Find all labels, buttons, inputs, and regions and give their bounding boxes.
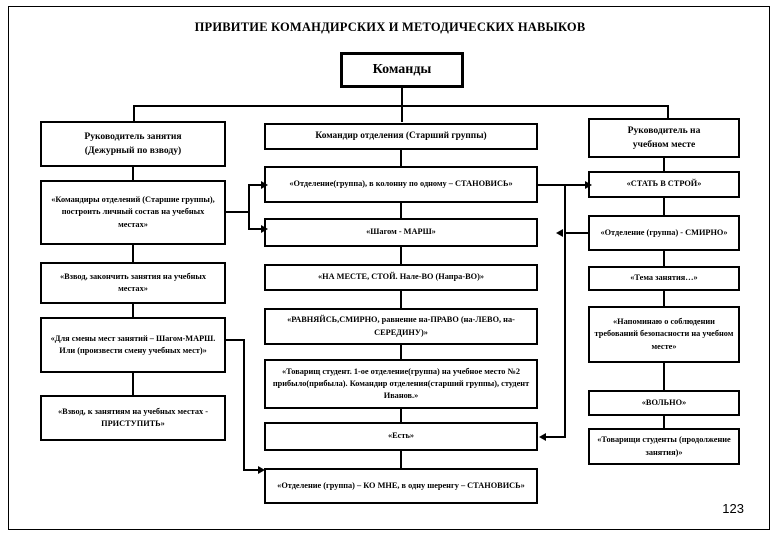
- node-middle-5: «Товарищ студент. 1-ое отделение(группа) на учебное место №2 прибыло(прибыла). Командир отделения(старший группы), студент Иванов.»: [264, 359, 538, 409]
- connector-right-n3-to-n4: [663, 291, 665, 306]
- node-right-5: «ВОЛЬНО»: [588, 390, 740, 416]
- connector-l1-out: [226, 211, 250, 213]
- connector-left-n3-to-n4: [132, 373, 134, 395]
- page-number: 123: [722, 501, 744, 516]
- node-left-2: «Взвод, закончить занятия на учебных местах»: [40, 262, 226, 304]
- node-left-3: «Для смены мест занятий – Шагом-МАРШ. Или (произвести смену учебных мест)»: [40, 317, 226, 373]
- node-middle-header: Командир отделения (Старший группы): [264, 123, 538, 150]
- node-middle-3: «НА МЕСТЕ, СТОЙ. Нале-ВО (Напра-ВО)»: [264, 264, 538, 291]
- connector-mid-h-to-n1: [400, 150, 402, 166]
- connector-mid-n1-to-n2: [400, 203, 402, 218]
- connector-bus-middle-drop: [401, 105, 403, 122]
- node-right-header-line2: учебном месте: [632, 139, 696, 150]
- connector-l1-riser: [248, 184, 250, 213]
- connector-mid-n6-to-n7: [400, 451, 402, 468]
- connector-right-n1-to-n2: [663, 198, 665, 215]
- arrow-into-middle-6: [539, 433, 546, 441]
- arrow-into-right-2-marker: [556, 229, 563, 237]
- node-middle-4: «РАВНЯЙСЬ,СМИРНО, равнение на-ПРАВО (на-ЛЕВО, на-СЕРЕДИНУ)»: [264, 308, 538, 345]
- node-right-header-line1: Руководитель на: [627, 125, 701, 137]
- node-left-4: «Взвод, к занятиям на учебных местах - ПРИСТУПИТЬ»: [40, 395, 226, 441]
- node-left-header: [40, 121, 226, 167]
- arrow-into-right-1: [585, 181, 592, 189]
- page-title: ПРИВИТИЕ КОМАНДИРСКИХ И МЕТОДИЧЕСКИХ НАВЫКОВ: [194, 20, 586, 34]
- connector-bus-into-m6: [546, 436, 566, 438]
- connector-bus-left-drop: [133, 105, 135, 122]
- arrow-into-middle-7: [258, 466, 265, 474]
- connector-mid-n5-to-n6: [400, 409, 402, 422]
- node-right-header: [588, 118, 740, 158]
- node-middle-1: «Отделение(группа), в колонну по одному – СТАНОВИСЬ»: [264, 166, 538, 203]
- connector-mid-n3-to-n4: [400, 291, 402, 308]
- connector-l3-down: [243, 339, 245, 471]
- connector-l1-riser-down: [248, 211, 250, 229]
- node-right-6: «Товарищи студенты (продолжение занятия)»: [588, 428, 740, 465]
- node-right-4: «Напоминаю о соблюдении требований безопасности на учебном месте»: [588, 306, 740, 363]
- node-middle-7: «Отделение (группа) – КО МНЕ, в одну шеренгу – СТАНОВИСЬ»: [264, 468, 538, 504]
- connector-into-right-1: [548, 184, 588, 186]
- arrow-into-middle-2: [261, 225, 268, 233]
- node-right-3: «Тема занятия…»: [588, 266, 740, 291]
- connector-root-down: [401, 88, 403, 105]
- connector-left-n2-to-n3: [132, 304, 134, 317]
- connector-bus-into-right-2: [564, 232, 588, 234]
- connector-right-h-to-n1: [663, 158, 665, 171]
- connector-left-n1-to-n2: [132, 245, 134, 262]
- node-middle-2: «Шагом - МАРШ»: [264, 218, 538, 247]
- connector-mid-n4-to-n5: [400, 345, 402, 359]
- connector-right-n4-to-n5: [663, 363, 665, 390]
- arrow-into-middle-1: [261, 181, 268, 189]
- node-left-1: «Командиры отделений (Старшие группы), построить личный состав на учебных местах»: [40, 180, 226, 245]
- connector-left-h-to-n1: [132, 167, 134, 180]
- node-left-header-line2: (Дежурный по взводу): [84, 145, 182, 156]
- node-left-header-line1: Руководитель занятия: [84, 131, 182, 143]
- node-right-2: «Отделение (группа) - СМИРНО»: [588, 215, 740, 251]
- node-middle-6: «Есть»: [264, 422, 538, 451]
- connector-right-n2-to-n3: [663, 251, 665, 266]
- node-root-komandy: Команды: [340, 52, 464, 88]
- node-right-1: «СТАТЬ В СТРОЙ»: [588, 171, 740, 198]
- connector-right-n5-to-n6: [663, 416, 665, 428]
- connector-mid-n2-to-n3: [400, 247, 402, 264]
- connector-right-bus-vertical: [564, 184, 566, 437]
